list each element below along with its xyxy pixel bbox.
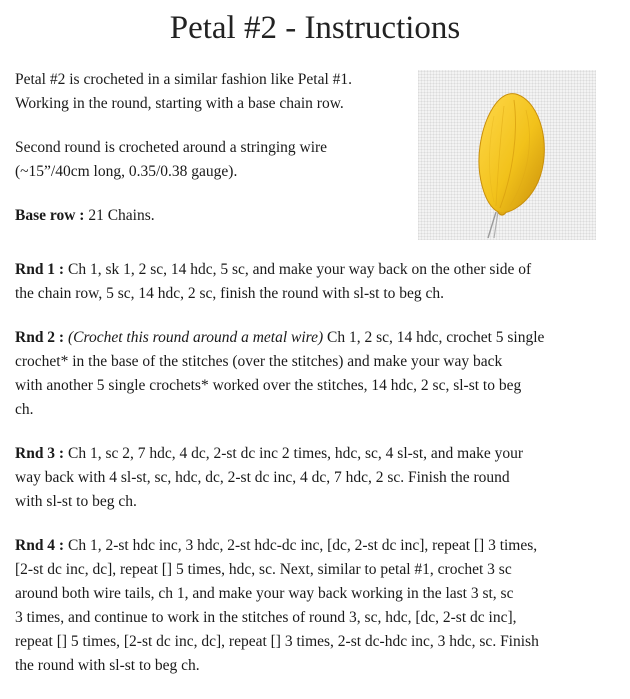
intro-line: Working in the round, starting with a base chain row. — [15, 95, 344, 112]
petal-photo — [418, 70, 596, 240]
intro-line: (~15”/40cm long, 0.35/0.38 gauge). — [15, 163, 238, 180]
intro-line: Petal #2 is crocheted in a similar fashion like Petal #1. — [15, 71, 353, 88]
page-title: Petal #2 - Instructions — [169, 10, 461, 46]
round-label: Rnd 2 : — [15, 329, 68, 346]
round-note: (Crochet this round around a metal wire) — [67, 329, 324, 346]
intro-section — [15, 68, 410, 228]
round-text: the round with sl-st to beg ch. — [15, 657, 200, 674]
round-4 — [15, 534, 615, 678]
round-text: Ch 1, 2 sc, 14 hdc, crochet 5 single — [323, 329, 545, 346]
round-text: way back with 4 sl-st, sc, hdc, dc, 2-st dc inc, 4 dc, 7 hdc, 2 sc. Finish the round — [15, 469, 510, 486]
round-3 — [15, 442, 615, 514]
base-row — [15, 204, 410, 228]
round-label: Rnd 1 : — [15, 261, 68, 278]
round-text: around both wire tails, ch 1, and make your way back working in the last 3 st, sc — [15, 585, 514, 602]
round-text: with another 5 single crochets* worked over the stitches, 14 hdc, 2 sc, sl-st to beg — [15, 377, 522, 394]
round-text: the chain row, 5 sc, 14 hdc, 2 sc, finish the round with sl-st to beg ch. — [15, 285, 445, 302]
round-label: Rnd 3 : — [15, 445, 68, 462]
base-row-text: 21 Chains. — [88, 207, 155, 224]
round-text: ch. — [15, 401, 34, 418]
round-text: Ch 1, sk 1, 2 sc, 14 hdc, 5 sc, and make your way back on the other side of — [67, 261, 532, 278]
rounds-section — [15, 258, 615, 678]
round-text: repeat [] 5 times, [2-st dc inc, dc], repeat [] 3 times, 2-st dc-hdc inc, 3 hdc, sc. Finish — [15, 633, 539, 650]
petal-illustration — [418, 70, 596, 240]
round-2 — [15, 326, 615, 422]
round-label: Rnd 4 : — [15, 537, 68, 554]
round-text: crochet* in the base of the stitches (over the stitches) and make your way back — [15, 353, 503, 370]
round-text: Ch 1, 2-st hdc inc, 3 hdc, 2-st hdc-dc inc, [dc, 2-st dc inc], repeat [] 3 times, — [67, 537, 538, 554]
round-text: [2-st dc inc, dc], repeat [] 5 times, hdc, sc. Next, similar to petal #1, crochet 3 sc — [15, 561, 512, 578]
round-text: 3 times, and continue to work in the stitches of round 3, sc, hdc, [dc, 2-st dc inc], — [15, 609, 517, 626]
intro-line: Second round is crocheted around a stringing wire — [15, 139, 328, 156]
round-text: Ch 1, sc 2, 7 hdc, 4 dc, 2-st dc inc 2 times, hdc, sc, 4 sl-st, and make your — [67, 445, 524, 462]
base-row-label: Base row : — [15, 207, 89, 224]
round-1 — [15, 258, 615, 306]
round-text: with sl-st to beg ch. — [15, 493, 137, 510]
